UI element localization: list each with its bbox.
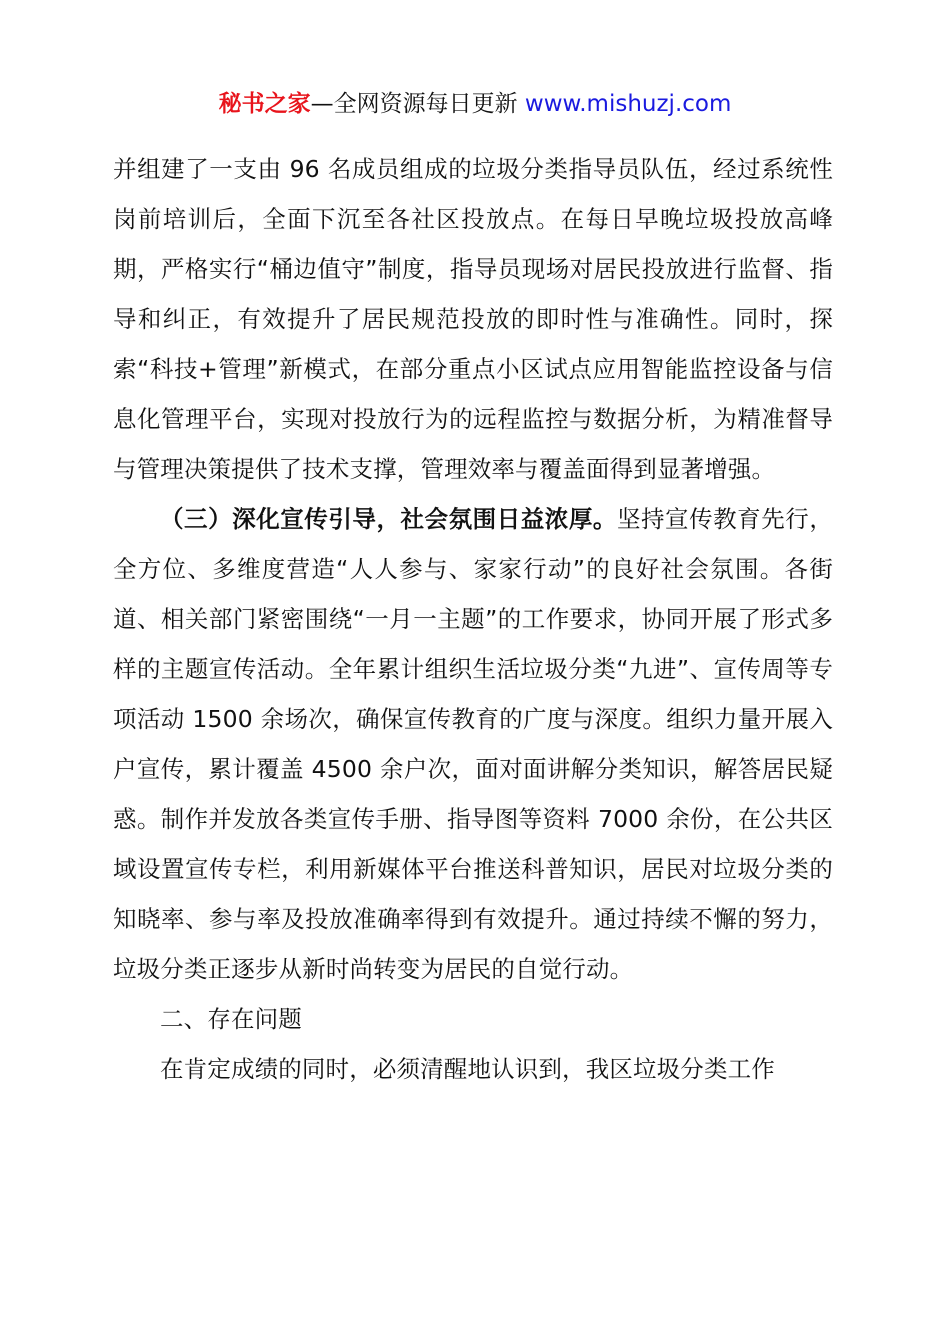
- section-heading-publicity: （三）深化宣传引导，社会氛围日益浓厚。: [160, 505, 617, 533]
- section-title-problems: 二、存在问题: [160, 1005, 302, 1033]
- brand-name: 秘书之家: [218, 91, 311, 117]
- site-url-link[interactable]: www.mishuzj.com: [524, 91, 732, 117]
- paragraph-problems-intro: 在肯定成绩的同时，必须清醒地认识到，我区垃圾分类工作: [160, 1055, 775, 1083]
- document-body: [113, 144, 833, 1094]
- paragraph-publicity-body: 坚持宣传教育先行，全方位、多维度营造“人人参与、家家行动”的良好社会氛围。各街道、相关部门紧密围绕“一月一主题”的工作要求，协同开展了形式多样的主题宣传活动。全年累计组织生活垃圾分类“九进”、宣传周等专项活动 1500 余场次，确保宣传教育的广度与深度。组织力量开展入户宣传，累计覆盖 4500 余户次，面对面讲解分类知识，解答居民疑惑。制作并发放各类宣传手册、指导图等资料 7000 余份，在公共区域设置宣传专栏，利用新媒体平台推送科普知识，居民对垃圾分类的知晓率、参与率及投放准确率得到有效提升。通过持续不懈的努力，垃圾分类正逐步从新时尚转变为居民的自觉行动。: [113, 505, 833, 983]
- header-tagline: —全网资源每日更新: [310, 91, 518, 117]
- document-header: [0, 88, 950, 120]
- paragraph-publicity: [113, 494, 833, 994]
- paragraph-supervision: 并组建了一支由 96 名成员组成的垃圾分类指导员队伍，经过系统性岗前培训后，全面下沉至各社区投放点。在每日早晚垃圾投放高峰期，严格实行“桶边值守”制度，指导员现场对居民投放进行监督、指导和纠正，有效提升了居民规范投放的即时性与准确性。同时，探索“科技+管理”新模式，在部分重点小区试点应用智能监控设备与信息化管理平台，实现对投放行为的远程监控与数据分析，为精准督导与管理决策提供了技术支撑，管理效率与覆盖面得到显著增强。: [113, 155, 833, 483]
